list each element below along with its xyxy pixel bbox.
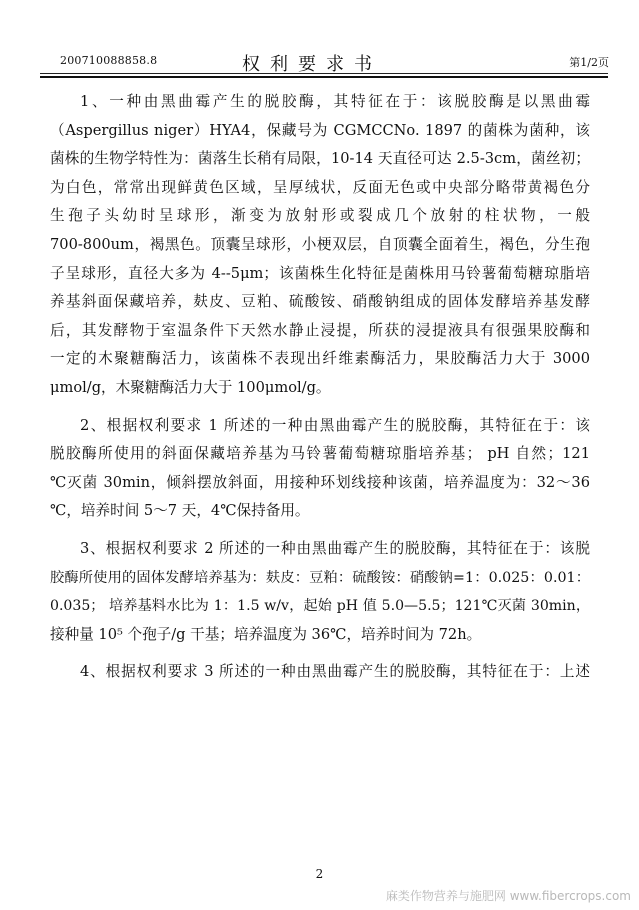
claim-line: 养基斜面保藏培养，麸皮、豆粕、硫酸铵、硝酸钠组成的固体发酵培养基发酵 bbox=[50, 293, 590, 311]
claim-line: ℃灭菌 30min，倾斜摆放斜面，用接种环划线接种该菌，培养温度为：32～36 bbox=[50, 473, 590, 491]
claim-line: 脱胶酶所使用的斜面保藏培养基为马铃薯葡萄糖琼脂培养基； pH 自然；121 bbox=[50, 445, 590, 463]
claim-line: 子呈球形，直径大多为 4--5μm；该菌株生化特征是菌株用马铃薯葡萄糖琼脂培 bbox=[50, 264, 590, 282]
page-header bbox=[0, 50, 639, 74]
claim-4 bbox=[50, 658, 590, 687]
claim-line: 700-800um，褐黑色。顶囊呈球形，小梗双层，自顶囊全面着生，褐色，分生孢 bbox=[50, 235, 590, 253]
header-rule-thick bbox=[40, 76, 608, 78]
header-rule-thin bbox=[40, 73, 608, 74]
claim-line: 为白色，常常出现鲜黄色区域，呈厚绒状，反面无色或中央部分略带黄褐色分 bbox=[50, 178, 590, 196]
claim-line: 0.035； 培养基料水比为 1：1.5 w/v，起始 pH 值 5.0—5.5；121℃灭菌 30min， bbox=[50, 598, 590, 615]
claim-line: 3、根据权利要求 2 所述的一种由黑曲霉产生的脱胶酶，其特征在于：该脱 bbox=[80, 539, 590, 557]
claim-line: 2、根据权利要求 1 所述的一种由黑曲霉产生的脱胶酶，其特征在于：该 bbox=[80, 416, 590, 434]
page-label: 第1/2页 bbox=[569, 56, 609, 69]
claim-line: 4、根据权利要求 3 所述的一种由黑曲霉产生的脱胶酶，其特征在于：上述 bbox=[80, 663, 590, 681]
doc-title: 权利要求书 bbox=[242, 54, 382, 75]
claim-line: 后，其发酵物于室温条件下天然水静止浸提，所获的浸提液具有很强果胶酶和 bbox=[50, 321, 590, 339]
claim-line: 1、一种由黑曲霉产生的脱胶酶，其特征在于：该脱胶酶是以黑曲霉 bbox=[80, 93, 590, 110]
claims-body bbox=[50, 88, 590, 696]
watermark: 麻类作物营养与施肥网 www.fibercrops.com bbox=[385, 889, 631, 903]
claim-line: 胶酶所使用的固体发酵培养基为：麸皮：豆粕：硫酸铵：硝酸钠=1：0.025：0.01： bbox=[50, 569, 590, 586]
claim-line: 一定的木聚糖酶活力，该菌株不表现出纤维素酶活力，果胶酶活力大于 3000 bbox=[50, 350, 590, 368]
claim-3 bbox=[50, 535, 590, 649]
claim-1 bbox=[50, 88, 590, 403]
claim-line: μmol/g，木聚糖酶活力大于 100μmol/g。 bbox=[50, 378, 331, 396]
claim-2 bbox=[50, 412, 590, 526]
claim-line: 生孢子头幼时呈球形，渐变为放射形或裂成几个放射的柱状物，一般 bbox=[50, 207, 590, 225]
claim-line: （Aspergillus niger）HYA4，保藏号为 CGMCCNo. 1897 的菌株为菌种，该 bbox=[50, 121, 590, 139]
claim-line: ℃，培养时间 5～7 天，4℃保持备用。 bbox=[50, 502, 310, 520]
page-number: 2 bbox=[315, 867, 324, 881]
claim-line: 接种量 10⁵ 个孢子/g 干基；培养温度为 36℃，培养时间为 72h。 bbox=[50, 625, 482, 643]
doc-number: 200710088858.8 bbox=[60, 54, 158, 67]
claim-line: 菌株的生物学特性为：菌落生长稍有局限，10-14 天直径可达 2.5-3cm，菌丝初； bbox=[50, 150, 590, 168]
